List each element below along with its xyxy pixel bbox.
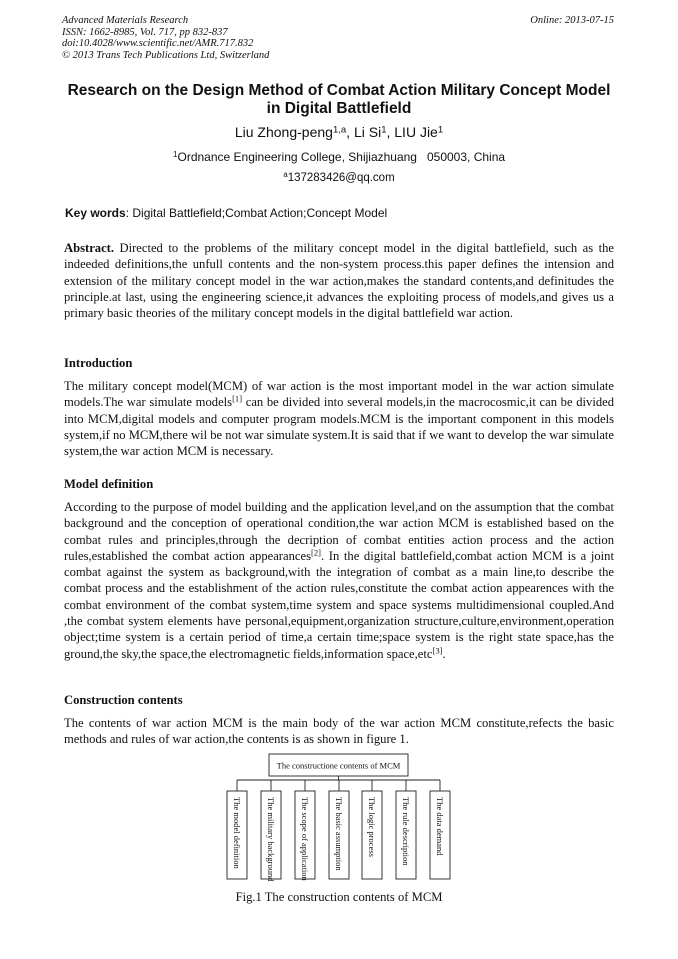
author-email: [0, 172, 678, 184]
abstract-label: Abstract.: [64, 241, 115, 255]
email-mark: a: [283, 170, 288, 180]
journal-header: [62, 15, 269, 61]
author-name: LIU Jie: [394, 124, 438, 140]
diagram-child-node: [261, 791, 281, 882]
diagram-child-node: [362, 791, 382, 879]
keywords-text: : Digital Battlefield;Combat Action;Concept Model: [125, 206, 388, 220]
section-heading-introduction: Introduction: [64, 356, 133, 370]
author-name: Liu Zhong-peng: [234, 124, 333, 140]
mcm-contents-diagram: [0, 750, 678, 890]
affiliation: [0, 150, 678, 164]
citation: [1]: [232, 394, 243, 405]
section-heading-construction-contents: Construction contents: [64, 693, 183, 707]
paragraph-text: According to the purpose of model building and the application level,and on the assumption that the combat background and the conception of operational condition,the war action MCM is established based on the combat rules and principles,through the decription of combat entities action process and the action rules,established the combat action appearances: [64, 500, 614, 563]
diagram-child-node: [329, 791, 349, 879]
child-label: The basic assumption: [334, 797, 344, 871]
child-label: The logic process: [367, 797, 377, 857]
diagram-child-node: [396, 791, 416, 879]
paragraph-text: The military concept model(MCM) of war action is the most important model in the war action simulate models.The war simulate models: [64, 379, 614, 410]
section-heading-model-definition: Model definition: [64, 477, 154, 491]
introduction-paragraph: [64, 378, 614, 459]
paragraph-text: .: [442, 646, 446, 661]
model-definition-paragraph: [64, 499, 614, 662]
author-affil-mark: 1: [437, 124, 444, 136]
citation: [3]: [432, 645, 443, 656]
abstract-text: Directed to the problems of the military concept model in the digital battlefield, such as the indeeded definitions,the unfull contents and the non-system process.this paper defines the intension and extension of the military concept model in the war action,makes the standard contents,and definitudes the principle.at last, using the engineering science,it advances the exploiting process of models,and gives us a primary basic theories of the military concept models in the digital battlefield war action.: [64, 241, 614, 321]
author-name: Li Si: [353, 124, 382, 140]
doi-line: doi:10.4028/www.scientific.net/AMR.717.832: [62, 38, 254, 49]
author-affil-mark: 1,a: [332, 124, 347, 136]
diagram-child-node: [227, 791, 247, 879]
child-label: The model definition: [232, 797, 242, 869]
paper-title: Research on the Design Method of Combat Action Military Concept Model in Digital Battlefield: [67, 82, 611, 117]
diagram-child-node: [430, 791, 450, 879]
diagram-root-node: [269, 754, 408, 776]
diagram-child-node: [295, 791, 315, 882]
root-label: The constructione contents of MCM: [276, 760, 401, 771]
email-text: 137283426@qq.com: [287, 172, 395, 184]
author-separator: ,: [346, 124, 354, 140]
child-label: The data demand: [435, 797, 445, 856]
author-affil-mark: 1: [381, 124, 387, 136]
affiliation-text: Ordnance Engineering College, Shijiazhuang 050003, China: [177, 150, 506, 164]
copyright-line: © 2013 Trans Tech Publications Ltd, Switzerland: [62, 49, 270, 61]
construction-paragraph: The contents of war action MCM is the main body of the war action MCM constitute,refects the basic methods and rules of war action,the contents is as shown in figure 1.: [64, 716, 614, 747]
diagram-connectors: [237, 776, 440, 791]
journal-name: Advanced Materials Research: [62, 15, 189, 26]
affiliation-mark: 1: [172, 149, 178, 159]
child-label: The military background: [266, 797, 276, 882]
keywords: [65, 206, 387, 220]
abstract: [64, 240, 614, 321]
child-label: The rule description: [401, 797, 411, 866]
citation: [2]: [310, 547, 321, 558]
issn-line: ISSN: 1662-8985, Vol. 717, pp 832-837: [62, 26, 228, 38]
paragraph-text: . In the digital battlefield,combat action MCM is a joint combat against the system as background,with the integration of combat as a main line,to describe the combat process and the establishment of the action rules,constitute the combat action appearences with the combat environment of the combat system,time system and space systems multidimensional coupled.And ,the combat system elements have personal,equipment,organization structure,culture,environment,operation object;time system is a certain period of time,a certain time;space system is the right state space,has the ground,the sky,the space,the electromagnetic fields,information space,etc: [64, 548, 614, 661]
child-label: The scope of application: [300, 797, 310, 881]
author-list: [0, 124, 678, 140]
paragraph-text: can be divided into several models,in the macrocosmic,it can be divided into MCM,digital models and computer program models.MCM is the important component in this models system,if no MCM,there wil be not war simulate system.It is said that if we want to develop the war simulate system,the war action MCM is necessary.: [64, 395, 615, 459]
online-date-text: Online: 2013-07-15: [530, 15, 614, 26]
author-separator: ,: [386, 124, 395, 140]
online-date: [530, 15, 614, 27]
keywords-label: Key words: [65, 206, 126, 220]
figure-caption: Fig.1 The construction contents of MCM: [235, 890, 443, 904]
